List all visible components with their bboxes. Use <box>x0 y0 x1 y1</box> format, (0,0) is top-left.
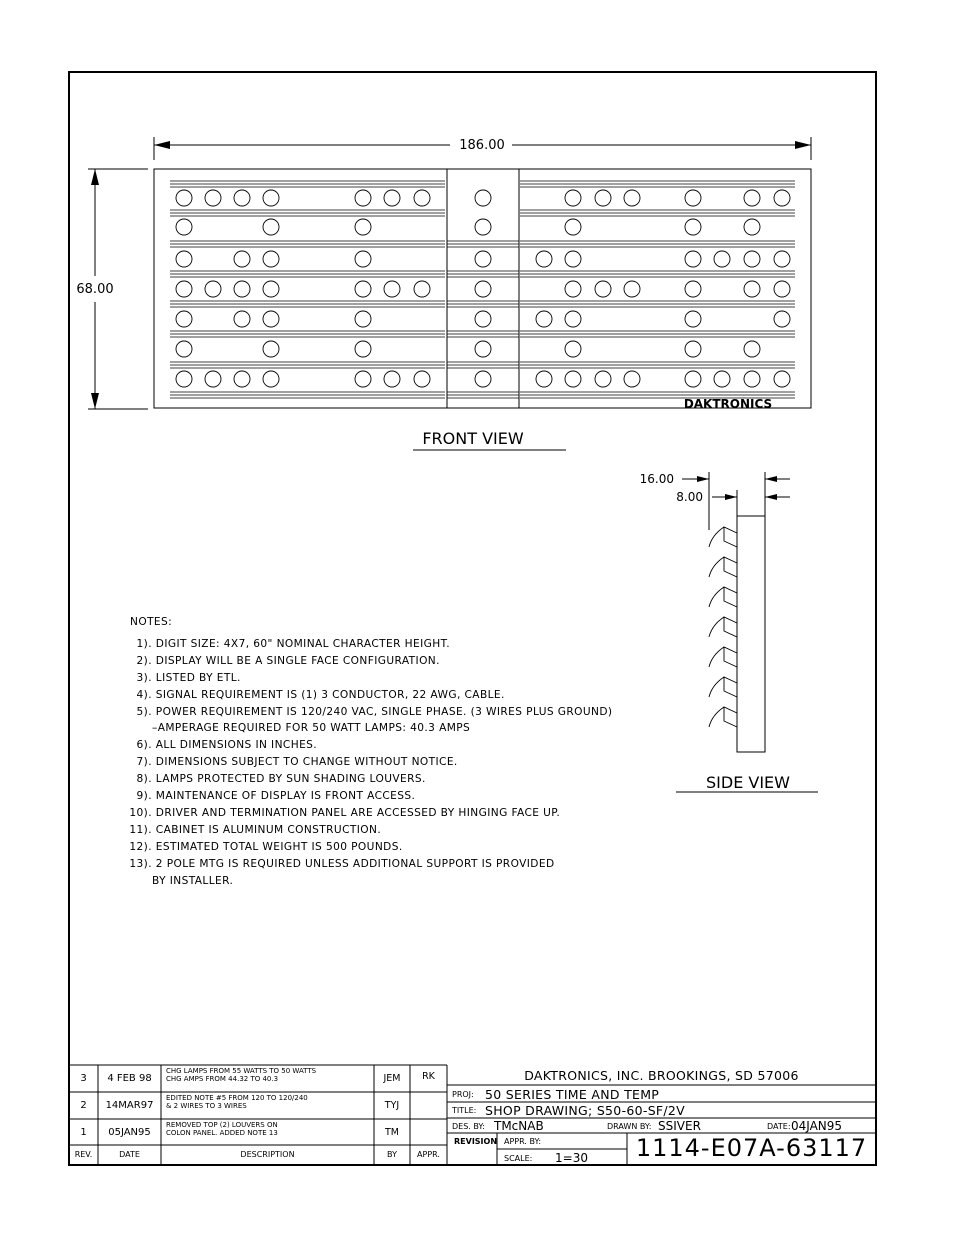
by-header: BY <box>387 1150 397 1159</box>
lamp <box>355 341 371 357</box>
note-item <box>122 773 426 785</box>
lamp <box>234 311 250 327</box>
lamp <box>685 251 701 267</box>
note-item <box>122 858 555 870</box>
lamp <box>744 281 760 297</box>
note-text: DISPLAY WILL BE A SINGLE FACE CONFIGURATION. <box>155 654 440 667</box>
lamp <box>475 371 491 387</box>
rev-appr: RK <box>422 1071 435 1082</box>
rev-number: 2 <box>80 1100 87 1111</box>
note-text: 2 POLE MTG IS REQUIRED UNLESS ADDITIONAL SUPPORT IS PROVIDED <box>155 857 555 870</box>
lamp <box>355 281 371 297</box>
rev-date: 4 FEB 98 <box>107 1073 152 1084</box>
height-dimension: 68.00 <box>76 282 114 297</box>
lamp <box>744 219 760 235</box>
appr-header: APPR. <box>417 1150 440 1159</box>
lamp <box>774 311 790 327</box>
drafter: SSIVER <box>658 1119 701 1133</box>
lamp <box>475 251 491 267</box>
rev-description: REMOVED TOP (2) LOUVERS ON <box>166 1121 278 1129</box>
lamp <box>744 341 760 357</box>
note-number: 11). <box>129 823 152 836</box>
note-number: 10). <box>129 806 152 819</box>
side-louver <box>709 527 737 547</box>
note-text: DIGIT SIZE: 4X7, 60" NOMINAL CHARACTER HEIGHT. <box>155 637 450 650</box>
side-view-title: SIDE VIEW <box>706 773 790 792</box>
date-header: DATE <box>119 1150 140 1159</box>
note-number: 12). <box>129 840 152 853</box>
lamp <box>774 281 790 297</box>
note-text: MAINTENANCE OF DISPLAY IS FRONT ACCESS. <box>155 790 416 802</box>
lamp <box>624 371 640 387</box>
side-louver <box>709 707 737 727</box>
scale-label: SCALE: <box>504 1154 533 1163</box>
note-item <box>122 689 505 701</box>
note-text: LISTED BY ETL. <box>155 671 241 684</box>
lamp <box>205 281 221 297</box>
lamp <box>234 371 250 387</box>
lamp <box>565 251 581 267</box>
rev-description: COLON PANEL. ADDED NOTE 13 <box>166 1129 278 1137</box>
note-item <box>122 655 440 667</box>
side-louver <box>709 617 737 637</box>
lamp <box>685 371 701 387</box>
lamp <box>355 219 371 235</box>
company-name: DAKTRONICS, INC. BROOKINGS, SD 57006 <box>524 1068 799 1083</box>
appr-by-label: APPR. BY: <box>504 1137 542 1146</box>
lamp <box>475 281 491 297</box>
lamp <box>355 371 371 387</box>
note-item <box>122 638 450 650</box>
drawing-border <box>69 72 876 1165</box>
lamp <box>565 281 581 297</box>
lamp <box>205 371 221 387</box>
lamp <box>774 190 790 206</box>
note-item <box>122 790 415 802</box>
lamp <box>565 371 581 387</box>
notes-header: NOTES: <box>130 616 173 628</box>
lamp <box>355 251 371 267</box>
lamp <box>475 219 491 235</box>
side-louver <box>709 587 737 607</box>
lamp <box>176 311 192 327</box>
lamp <box>176 341 192 357</box>
note-number: 1). <box>136 637 152 650</box>
note-continuation: –AMPERAGE REQUIRED FOR 50 WATT LAMPS: 40.3 AMPS <box>152 722 471 735</box>
lamp <box>176 219 192 235</box>
note-text: ESTIMATED TOTAL WEIGHT IS 500 POUNDS. <box>155 840 403 853</box>
lamp <box>774 251 790 267</box>
date-label: DATE: <box>767 1122 791 1131</box>
note-item <box>122 739 317 751</box>
lamp <box>565 219 581 235</box>
lamp <box>565 341 581 357</box>
side-louver <box>709 557 737 577</box>
note-number: 5). <box>136 705 152 718</box>
note-text: POWER REQUIREMENT IS 120/240 VAC, SINGLE PHASE. (3 WIRES PLUS GROUND) <box>155 705 613 718</box>
note-item <box>122 672 241 684</box>
note-number: 7). <box>136 756 152 769</box>
drawn-by-label: DRAWN BY: <box>607 1122 652 1131</box>
rev-date: 05JAN95 <box>108 1127 151 1138</box>
lamp <box>234 190 250 206</box>
rev-description: CHG AMPS FROM 44.32 TO 40.3 <box>166 1075 279 1083</box>
note-number: 6). <box>136 739 152 752</box>
note-number: 8). <box>136 773 152 786</box>
brand-label: DAKTRONICS <box>683 397 773 411</box>
lamp <box>565 190 581 206</box>
lamp <box>744 371 760 387</box>
rev-description: CHG LAMPS FROM 55 WATTS TO 50 WATTS <box>166 1067 317 1075</box>
note-text: CABINET IS ALUMINUM CONSTRUCTION. <box>155 823 382 836</box>
lamp <box>384 190 400 206</box>
rev-description: & 2 WIRES TO 3 WIRES <box>166 1102 247 1110</box>
drawing-number: 1114-E07A-63117 <box>635 1134 868 1162</box>
project-name: 50 SERIES TIME AND TEMP <box>485 1087 660 1102</box>
scale-value: 1=30 <box>555 1151 588 1165</box>
lamp <box>744 251 760 267</box>
lamp <box>263 190 279 206</box>
note-item <box>122 841 403 853</box>
width-dimension: 186.00 <box>459 138 505 153</box>
note-continuation: BY INSTALLER. <box>152 874 234 887</box>
lamp <box>414 281 430 297</box>
lamp <box>475 341 491 357</box>
drawing-date: 04JAN95 <box>791 1119 843 1133</box>
description-header: DESCRIPTION <box>240 1150 295 1159</box>
lamp <box>234 251 250 267</box>
note-text: DRIVER AND TERMINATION PANEL ARE ACCESSED BY HINGING FACE UP. <box>155 806 561 819</box>
note-text: ALL DIMENSIONS IN INCHES. <box>155 739 318 752</box>
drawing-title: SHOP DRAWING; S50-60-SF/2V <box>485 1103 686 1118</box>
lamp <box>176 281 192 297</box>
note-number: 13). <box>129 857 152 870</box>
lamp <box>685 341 701 357</box>
lamp <box>565 311 581 327</box>
proj-label: PROJ: <box>452 1090 474 1099</box>
note-number: 3). <box>136 671 152 684</box>
des-by-label: DES. BY: <box>452 1122 485 1131</box>
lamp <box>685 190 701 206</box>
lamp <box>475 190 491 206</box>
note-item <box>122 824 381 836</box>
lamp <box>234 281 250 297</box>
lamp <box>595 281 611 297</box>
rev-by: JEM <box>383 1073 401 1084</box>
note-item <box>122 756 458 768</box>
front-view <box>76 137 811 450</box>
lamp <box>536 251 552 267</box>
rev-date: 14MAR97 <box>105 1100 154 1111</box>
note-number: 4). <box>136 688 152 701</box>
lamp <box>685 281 701 297</box>
rev-by: TM <box>385 1127 399 1138</box>
rev-description: EDITED NOTE #5 FROM 120 TO 120/240 <box>166 1094 308 1102</box>
lamp <box>414 371 430 387</box>
lamp <box>263 341 279 357</box>
lamp <box>595 190 611 206</box>
side-dim-outer: 16.00 <box>639 472 674 486</box>
lamp <box>536 371 552 387</box>
rev-number: 3 <box>80 1073 87 1084</box>
designer: TMcNAB <box>494 1119 544 1133</box>
note-number: 2). <box>136 654 152 667</box>
lamp <box>714 371 730 387</box>
lamp <box>384 371 400 387</box>
lamp <box>714 251 730 267</box>
rev-number: 1 <box>80 1127 87 1138</box>
lamp <box>384 281 400 297</box>
lamp <box>624 281 640 297</box>
lamp <box>774 371 790 387</box>
lamp <box>176 190 192 206</box>
lamp <box>263 371 279 387</box>
lamp <box>263 311 279 327</box>
lamp <box>176 251 192 267</box>
lamp <box>176 371 192 387</box>
lamp <box>414 190 430 206</box>
side-louver <box>709 677 737 697</box>
lamp <box>685 311 701 327</box>
note-number: 9). <box>136 790 152 802</box>
note-item <box>122 807 560 819</box>
lamp <box>355 190 371 206</box>
lamp <box>205 190 221 206</box>
lamp <box>624 190 640 206</box>
side-dim-inner: 8.00 <box>676 490 703 504</box>
lamp <box>595 371 611 387</box>
lamp <box>744 190 760 206</box>
lamp <box>263 251 279 267</box>
rev-by: TYJ <box>384 1100 400 1111</box>
revision-label: REVISION <box>454 1137 498 1146</box>
note-item <box>122 706 612 718</box>
lamp <box>355 311 371 327</box>
rev-header: REV. <box>74 1150 93 1159</box>
lamp <box>685 219 701 235</box>
lamp <box>263 219 279 235</box>
note-text: LAMPS PROTECTED BY SUN SHADING LOUVERS. <box>155 773 426 786</box>
note-text: SIGNAL REQUIREMENT IS (1) 3 CONDUCTOR, 22 AWG, CABLE. <box>155 688 505 701</box>
lamp <box>536 311 552 327</box>
front-view-title: FRONT VIEW <box>422 429 524 448</box>
note-text: DIMENSIONS SUBJECT TO CHANGE WITHOUT NOTICE. <box>155 756 458 769</box>
lamp <box>475 311 491 327</box>
side-view <box>640 472 818 792</box>
side-louver <box>709 647 737 667</box>
lamp <box>263 281 279 297</box>
title-label: TITLE: <box>452 1106 477 1115</box>
